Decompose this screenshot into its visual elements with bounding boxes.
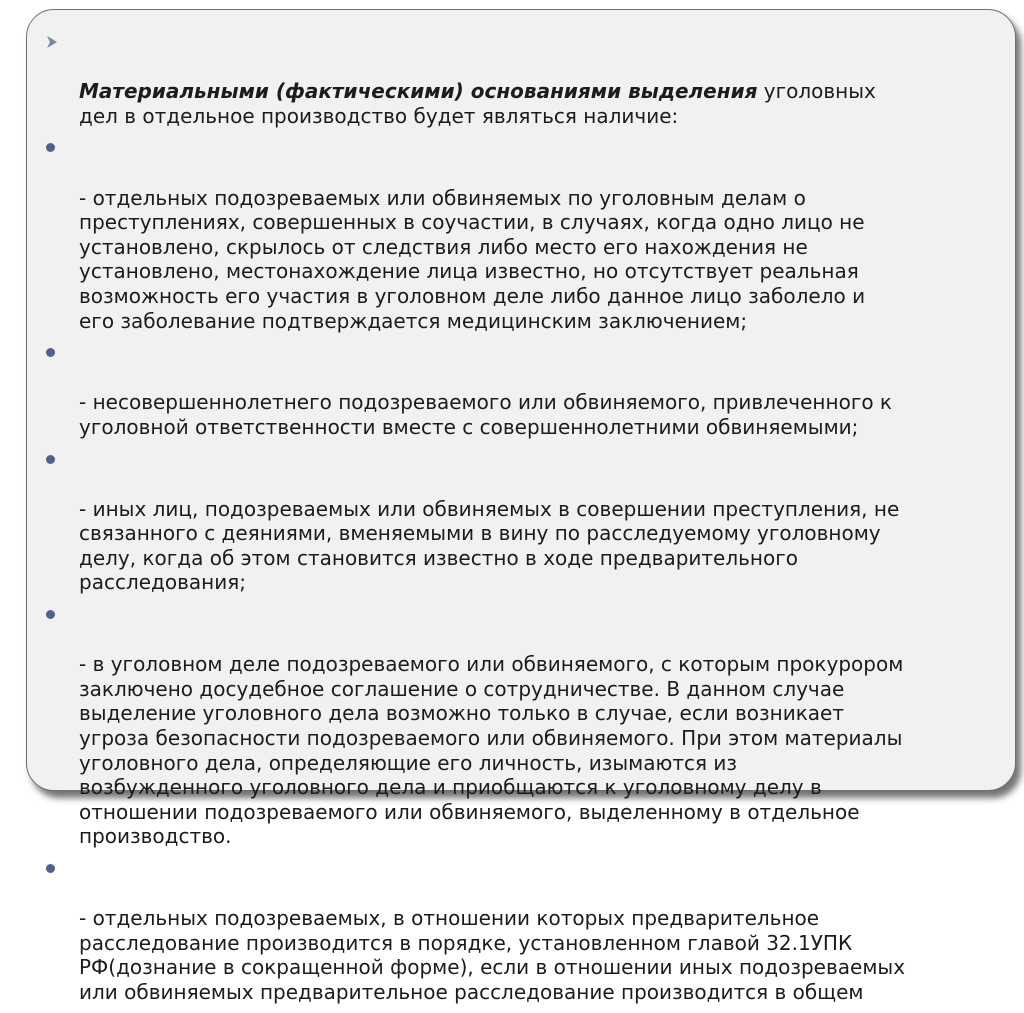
list-item bbox=[27, 603, 1015, 849]
list-item bbox=[27, 857, 1015, 1005]
intro-emphasis: Материальными (фактическими) основаниями выделения bbox=[79, 79, 758, 104]
round-bullet-icon bbox=[46, 864, 55, 873]
list-item bbox=[27, 341, 1015, 439]
list-item-text: - отдельных подозреваемых, в отношении которых предварительное расследование производится в порядке, установленном главой 32.1УПК РФ(дознание в сокращенной форме), если в отношении иных подозреваемых или обвиняемых предварительное расследование производится в общем bbox=[79, 906, 906, 1004]
round-bullet-icon bbox=[46, 610, 55, 619]
list-item bbox=[27, 448, 1015, 596]
bullet-list bbox=[27, 30, 1015, 1013]
list-item-text: - несовершеннолетнего подозреваемого или обвиняемого, привлеченного к уголовной ответственности вместе с совершеннолетними обвиняемыми; bbox=[79, 390, 892, 439]
list-item-text: - иных лиц, подозреваемых или обвиняемых в совершении преступления, не связанного с деяниями, вменяемыми в вину по расследуемому уголовному делу, когда об этом становится известно в ходе предварительного расследования; bbox=[79, 496, 900, 595]
intro-text: уголовных дел в отдельное производство будет являться наличие: bbox=[79, 79, 876, 128]
list-item bbox=[27, 136, 1015, 333]
round-bullet-icon bbox=[46, 455, 55, 464]
content-card bbox=[26, 9, 1016, 1004]
round-bullet-icon bbox=[46, 143, 55, 152]
chevron-arrow-icon bbox=[46, 35, 58, 49]
intro-paragraph bbox=[27, 30, 1015, 128]
round-bullet-icon bbox=[46, 348, 55, 357]
list-item-text: - отдельных подозреваемых или обвиняемых по уголовным делам о преступлениях, совершенных в соучастии, в случаях, когда одно лицо не установлено, скрылось от следствия либо место его нахождения не установлено, местонахождение лица известно, но отсутствует реальная возможность его участия в уголовном деле либо данное лицо заболело и его заболевание подтверждается медицинским заключением; bbox=[79, 185, 866, 333]
list-item-text: - в уголовном деле подозреваемого или обвиняемого, с которым прокурором заключено досудебное соглашение о сотрудничестве. В данном случае выделение уголовного дела возможно только в случае, если возникает угроза безопасности подозреваемого или обвиняемого. При этом материалы уголовного дела, определяющие его личность, изымаются из возбужденного уголовного дела и приобщаются к уголовному делу в отношении подозреваемого или обвиняемого, выделенному в отдельное производство. bbox=[79, 652, 904, 849]
